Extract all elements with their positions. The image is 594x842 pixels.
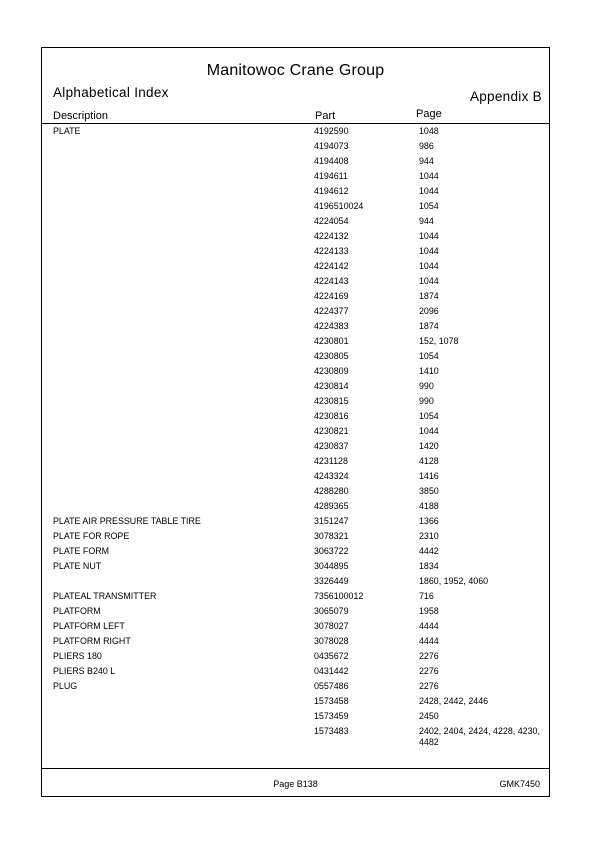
table-row xyxy=(42,681,549,696)
column-header-page: Page xyxy=(416,108,442,120)
row-description: PLATFORM xyxy=(53,606,101,616)
table-row xyxy=(42,531,549,546)
row-part-number: 7356100012 xyxy=(314,591,364,601)
row-page-refs: 4128 xyxy=(419,456,439,466)
table-row xyxy=(42,696,549,711)
table-row xyxy=(42,606,549,621)
table-row xyxy=(42,186,549,201)
row-page-refs: 1044 xyxy=(419,261,439,271)
table-row xyxy=(42,156,549,171)
row-part-number: 4230801 xyxy=(314,336,349,346)
column-header-description: Description xyxy=(53,110,109,122)
row-page-refs: 1044 xyxy=(419,231,439,241)
row-part-number: 0431442 xyxy=(314,666,349,676)
row-part-number: 4230809 xyxy=(314,366,349,376)
row-page-refs: 1054 xyxy=(419,411,439,421)
table-row xyxy=(42,351,549,366)
row-page-refs: 1044 xyxy=(419,246,439,256)
row-description: PLATFORM LEFT xyxy=(53,621,125,631)
table-row xyxy=(42,456,549,471)
row-part-number: 1573458 xyxy=(314,696,349,706)
row-description: PLIERS B240 L xyxy=(53,666,116,676)
table-row xyxy=(42,411,549,426)
row-page-refs: 1416 xyxy=(419,471,439,481)
row-description: PLATE AIR PRESSURE TABLE TIRE xyxy=(53,516,201,526)
row-part-number: 1573459 xyxy=(314,711,349,721)
row-part-number: 4224383 xyxy=(314,321,349,331)
table-row xyxy=(42,396,549,411)
row-page-refs: 1410 xyxy=(419,366,439,376)
row-description: PLATE xyxy=(53,126,81,136)
table-row xyxy=(42,636,549,651)
row-page-refs: 152, 1078 xyxy=(419,336,459,346)
table-row xyxy=(42,651,549,666)
row-page-refs: 3850 xyxy=(419,486,439,496)
row-page-refs: 4444 xyxy=(419,636,439,646)
table-row xyxy=(42,291,549,306)
row-description: PLATE NUT xyxy=(53,561,102,571)
row-part-number: 3044895 xyxy=(314,561,349,571)
row-part-number: 3078028 xyxy=(314,636,349,646)
row-page-refs: 2096 xyxy=(419,306,439,316)
row-page-refs: 4188 xyxy=(419,501,439,511)
row-page-refs: 1048 xyxy=(419,126,439,136)
row-page-refs: 1044 xyxy=(419,276,439,286)
row-page-refs: 2402, 2404, 2424, 4228, 4230, 4482 xyxy=(419,726,540,747)
row-part-number: 4196510024 xyxy=(314,201,364,211)
row-page-refs: 990 xyxy=(419,396,434,406)
table-row xyxy=(42,306,549,321)
table-row xyxy=(42,726,549,747)
row-page-refs: 4442 xyxy=(419,546,439,556)
row-page-refs: 944 xyxy=(419,156,434,166)
table-row xyxy=(42,576,549,591)
row-part-number: 4194611 xyxy=(314,171,348,181)
column-header-part: Part xyxy=(315,110,336,122)
appendix-label: Appendix B xyxy=(469,89,542,104)
table-row xyxy=(42,336,549,351)
table-row xyxy=(42,321,549,336)
header-divider xyxy=(42,123,549,124)
row-page-refs: 2276 xyxy=(419,681,439,691)
row-description: PLATE FORM xyxy=(53,546,110,556)
row-part-number: 4230814 xyxy=(314,381,349,391)
row-part-number: 4243324 xyxy=(314,471,349,481)
row-page-refs: 986 xyxy=(419,141,434,151)
row-page-refs: 944 xyxy=(419,216,434,226)
table-row xyxy=(42,561,549,576)
row-part-number: 4192590 xyxy=(314,126,349,136)
row-part-number: 4288280 xyxy=(314,486,349,496)
table-row xyxy=(42,126,549,141)
row-page-refs: 4444 xyxy=(419,621,439,631)
row-part-number: 3063722 xyxy=(314,546,349,556)
row-part-number: 4289365 xyxy=(314,501,349,511)
row-page-refs: 1044 xyxy=(419,426,439,436)
section-title: Alphabetical Index xyxy=(53,85,169,100)
table-row xyxy=(42,501,549,516)
page-frame xyxy=(41,47,550,797)
row-part-number: 4224132 xyxy=(314,231,349,241)
row-part-number: 4224054 xyxy=(314,216,349,226)
row-page-refs: 1054 xyxy=(419,201,439,211)
row-part-number: 4230837 xyxy=(314,441,349,451)
row-page-refs: 2276 xyxy=(419,651,439,661)
index-table xyxy=(42,126,549,747)
row-page-refs: 2450 xyxy=(419,711,439,721)
table-row xyxy=(42,711,549,726)
table-row xyxy=(42,261,549,276)
row-page-refs: 1860, 1952, 4060 xyxy=(419,576,489,586)
row-page-refs: 1834 xyxy=(419,561,439,571)
row-page-refs: 1054 xyxy=(419,351,439,361)
row-part-number: 3078027 xyxy=(314,621,349,631)
table-row xyxy=(42,441,549,456)
table-row xyxy=(42,216,549,231)
row-description: PLIERS 180 xyxy=(53,651,102,661)
row-page-refs: 2276 xyxy=(419,666,439,676)
table-row xyxy=(42,621,549,636)
table-row xyxy=(42,486,549,501)
row-part-number: 4194612 xyxy=(314,186,349,196)
row-page-refs: 990 xyxy=(419,381,434,391)
row-page-refs: 1874 xyxy=(419,321,439,331)
table-row xyxy=(42,516,549,531)
row-page-refs: 1044 xyxy=(419,171,439,181)
row-page-refs: 1958 xyxy=(419,606,439,616)
row-part-number: 4224142 xyxy=(314,261,349,271)
table-row xyxy=(42,471,549,486)
page-number: Page B138 xyxy=(273,779,318,789)
table-row xyxy=(42,171,549,186)
row-part-number: 3326449 xyxy=(314,576,349,586)
row-part-number: 4230805 xyxy=(314,351,349,361)
row-page-refs: 1366 xyxy=(419,516,439,526)
row-page-refs: 1874 xyxy=(419,291,439,301)
row-part-number: 0435672 xyxy=(314,651,349,661)
row-part-number: 4194408 xyxy=(314,156,349,166)
table-row xyxy=(42,666,549,681)
row-part-number: 4230821 xyxy=(314,426,349,436)
row-page-refs: 2310 xyxy=(419,531,439,541)
row-part-number: 4230815 xyxy=(314,396,349,406)
row-part-number: 4224169 xyxy=(314,291,349,301)
table-row xyxy=(42,591,549,606)
footer-divider xyxy=(42,768,549,769)
row-part-number: 4224143 xyxy=(314,276,349,286)
row-description: PLUG xyxy=(53,681,78,691)
row-page-refs: 1420 xyxy=(419,441,439,451)
row-part-number: 4224377 xyxy=(314,306,349,316)
row-part-number: 4231128 xyxy=(314,456,348,466)
row-description: PLATEAL TRANSMITTER xyxy=(53,591,157,601)
model-number: GMK7450 xyxy=(499,779,540,789)
table-row xyxy=(42,366,549,381)
row-page-refs: 716 xyxy=(419,591,434,601)
row-part-number: 4224133 xyxy=(314,246,349,256)
row-part-number: 0557486 xyxy=(314,681,349,691)
table-row xyxy=(42,276,549,291)
row-part-number: 3065079 xyxy=(314,606,349,616)
table-row xyxy=(42,201,549,216)
row-part-number: 3078321 xyxy=(314,531,349,541)
row-part-number: 3151247 xyxy=(314,516,349,526)
row-page-refs: 1044 xyxy=(419,186,439,196)
row-part-number: 4194073 xyxy=(314,141,349,151)
row-description: PLATFORM RIGHT xyxy=(53,636,131,646)
table-row xyxy=(42,141,549,156)
table-row xyxy=(42,381,549,396)
table-row xyxy=(42,231,549,246)
table-row xyxy=(42,246,549,261)
row-part-number: 4230816 xyxy=(314,411,349,421)
row-part-number: 1573483 xyxy=(314,726,349,736)
table-row xyxy=(42,546,549,561)
row-description: PLATE FOR ROPE xyxy=(53,531,130,541)
row-page-refs: 2428, 2442, 2446 xyxy=(419,696,489,706)
company-title: Manitowoc Crane Group xyxy=(206,62,385,79)
table-row xyxy=(42,426,549,441)
